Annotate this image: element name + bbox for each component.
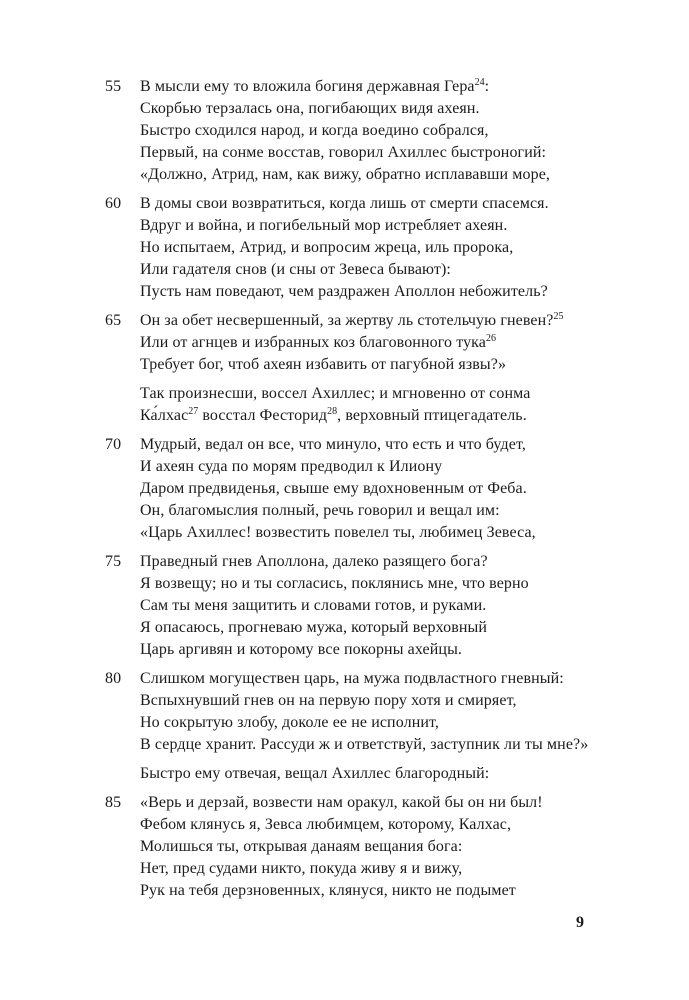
- verse-line: [105, 668, 588, 690]
- footnote-ref[interactable]: 27: [188, 406, 199, 417]
- verse-line: [105, 712, 588, 734]
- verse-line: [105, 690, 588, 712]
- verse-text: Мудрый, ведал он все, что минуло, что есть и что будет,: [140, 436, 526, 453]
- verse-text: Я опасаюсь, прогневаю мужа, который верховный: [140, 619, 488, 636]
- verse-line: [105, 858, 588, 880]
- verse-line: [105, 434, 588, 456]
- verse-line: [105, 120, 588, 142]
- verse-text: Рук на тебя дерзновенных, клянуся, никто не подымет: [140, 882, 516, 899]
- verse-text: В сердце хранит. Рассуди ж и ответствуй, заступник ли ты мне?»: [140, 736, 589, 753]
- verse-line: [105, 332, 588, 354]
- verse-line: [105, 836, 588, 858]
- verse-text: Быстро сходился народ, и когда воедино собрался,: [140, 122, 489, 139]
- line-number: 65: [105, 312, 122, 329]
- verse-text: Царь аргивян и которому все покорны ахейцы.: [140, 641, 463, 658]
- verse-text: Скорбью терзалась она, погибающих видя ахеян.: [140, 100, 480, 117]
- line-number: 60: [105, 195, 122, 212]
- verse-line: [105, 456, 588, 478]
- verse-text: Быстро ему отвечая, вещал Ахиллес благородный:: [140, 765, 490, 782]
- verse-line: [105, 405, 588, 427]
- verse-line: [105, 617, 588, 639]
- verse-text: Требует бог, чтоб ахеян избавить от пагубной язвы?»: [140, 356, 507, 373]
- verse-line: [105, 573, 588, 595]
- footnote-ref[interactable]: 26: [486, 333, 497, 344]
- verse-text: «Верь и дерзай, возвести нам оракул, какой бы он ни был!: [140, 794, 543, 811]
- verse-line: [105, 193, 588, 215]
- verse-text: Молишься ты, открывая данаям вещания бога:: [140, 838, 463, 855]
- verse-text: Праведный гнев Аполлона, далеко разящего бога?: [140, 553, 488, 570]
- line-number: 80: [105, 670, 122, 687]
- verse-text: Я возвещу; но и ты согласись, поклянись мне, что верно: [140, 575, 529, 592]
- verse-line: [105, 354, 588, 376]
- verse-text: Вспыхнувший гнев он на первую пору хотя и смиряет,: [140, 692, 517, 709]
- verse-line: [105, 792, 588, 814]
- verse-text: Нет, пред судами никто, покуда живу я и вижу,: [140, 860, 463, 877]
- verse-line: [105, 237, 588, 259]
- verse-stanza: [105, 792, 588, 902]
- verse-interlude: [105, 763, 588, 785]
- verse-line: [105, 522, 588, 544]
- verse-line: [105, 880, 588, 902]
- footnote-ref[interactable]: 25: [553, 311, 564, 322]
- line-number: 55: [105, 78, 122, 95]
- verse-line: [105, 310, 588, 332]
- line-number: 70: [105, 436, 122, 453]
- verse-text: И ахеян суда по морям предводил к Илиону: [140, 458, 443, 475]
- verse-line: [105, 76, 588, 98]
- verse-line: [105, 259, 588, 281]
- verse-line: [105, 142, 588, 164]
- verse-text: В мысли ему то вложила богиня державная Гера$^{24}$:: [140, 77, 490, 95]
- verse-text: Ка́лхас$^{27}$ восстал Фесторид$^{28}$, верховный птицегадатель.: [140, 406, 527, 424]
- verse-text: Первый, на сонме восстав, говорил Ахиллес быстроногий:: [140, 144, 547, 161]
- verse-text: Фебом клянусь я, Зевса любимцем, которому, Калхас,: [140, 816, 512, 833]
- verse-line: [105, 98, 588, 120]
- verse-line: [105, 281, 588, 303]
- verse-text: Даром предвиденья, свыше ему вдохновенным от Феба.: [140, 480, 527, 497]
- line-number: 85: [105, 794, 122, 811]
- verse-line: [105, 595, 588, 617]
- verse-stanza: [105, 551, 588, 661]
- page-number: 9: [576, 914, 584, 931]
- verse-line: [105, 478, 588, 500]
- verse-text: Слишком могуществен царь, на мужа подвластного гневный:: [140, 670, 564, 687]
- verse-stanza: [105, 76, 588, 186]
- verse-text: Или гадателя снов (и сны от Зевеса бывают):: [140, 261, 451, 278]
- verse-line: [105, 814, 588, 836]
- verse-interlude: [105, 383, 588, 427]
- line-number: 75: [105, 553, 122, 570]
- verse-text: Сам ты меня защитить и словами готов, и руками.: [140, 597, 487, 614]
- footnote-ref[interactable]: 24: [474, 77, 485, 88]
- poem-text: [105, 76, 588, 902]
- verse-text: Вдруг и война, и погибельный мор истребляет ахеян.: [140, 217, 508, 234]
- verse-line: [105, 383, 588, 405]
- verse-text: Но сокрытую злобу, доколе ее не исполнит,: [140, 714, 440, 731]
- verse-line: [105, 639, 588, 661]
- verse-text: В домы свои возвратиться, когда лишь от смерти спасемся.: [140, 195, 549, 212]
- verse-stanza: [105, 434, 588, 544]
- footnote-ref[interactable]: 28: [327, 406, 338, 417]
- verse-text: «Царь Ахиллес! возвестить повелел ты, любимец Зевеса,: [140, 524, 536, 541]
- verse-line: [105, 164, 588, 186]
- verse-text: Он, благомыслия полный, речь говорил и вещал им:: [140, 502, 500, 519]
- verse-line: [105, 763, 588, 785]
- verse-text: Или от агнцев и избранных коз благовонного тука$^{26}$: [140, 333, 497, 351]
- verse-text: Он за обет несвершенный, за жертву ль стотельчую гневен?$^{25}$: [140, 311, 564, 329]
- verse-stanza: [105, 668, 588, 756]
- verse-text: Так произнесши, воссел Ахиллес; и мгновенно от сонма: [140, 385, 531, 402]
- verse-text: «Должно, Атрид, нам, как вижу, обратно исплававши море,: [140, 166, 551, 183]
- verse-text: Пусть нам поведают, чем раздражен Аполлон небожитель?: [140, 283, 548, 300]
- verse-line: [105, 500, 588, 522]
- verse-line: [105, 551, 588, 573]
- verse-line: [105, 734, 588, 756]
- verse-stanza: [105, 193, 588, 303]
- verse-stanza: [105, 310, 588, 376]
- verse-line: [105, 215, 588, 237]
- verse-text: Но испытаем, Атрид, и вопросим жреца, иль пророка,: [140, 239, 514, 256]
